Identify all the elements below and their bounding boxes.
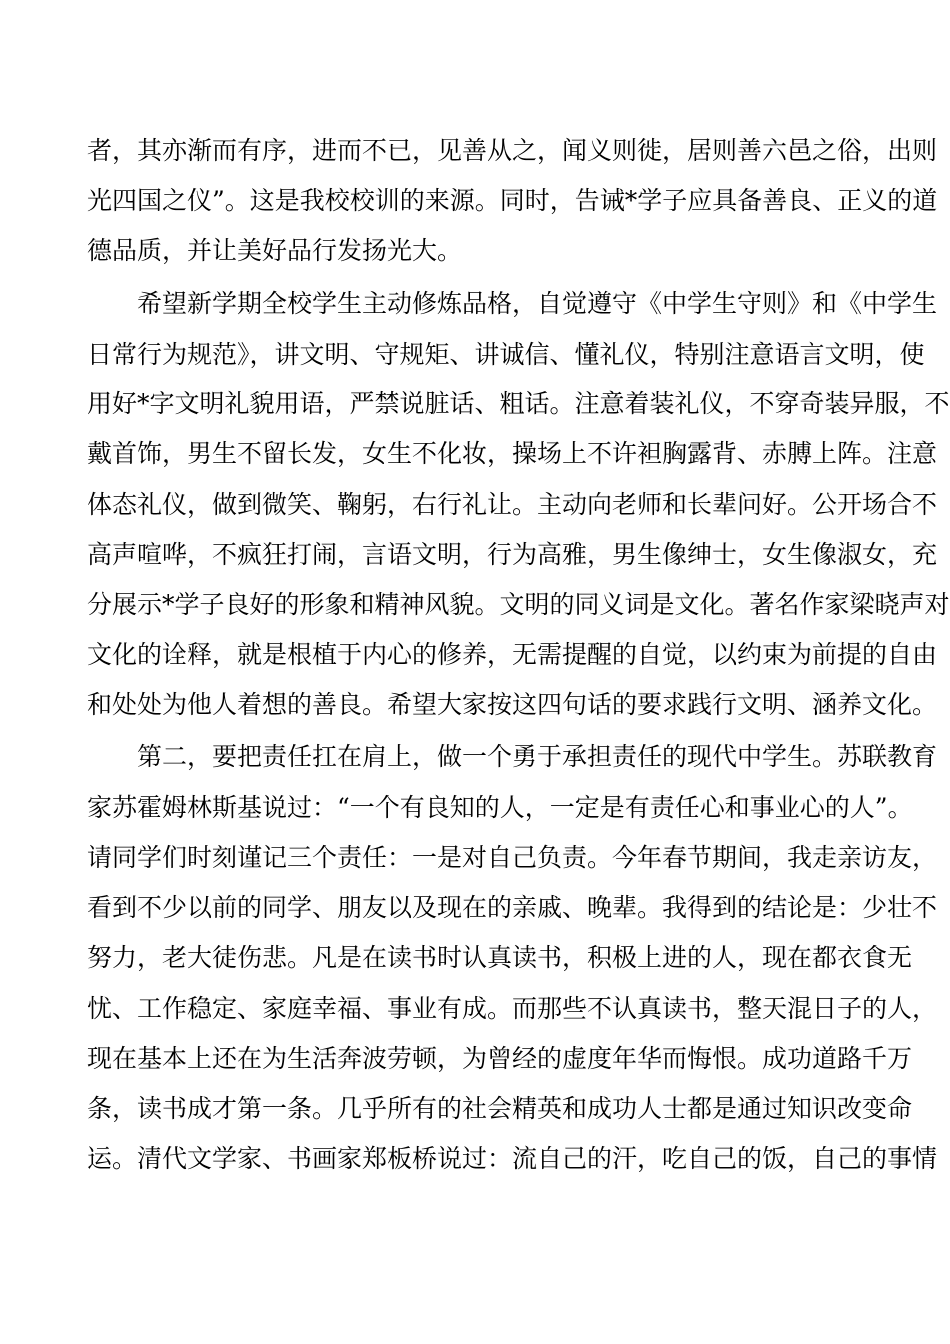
text-line: 忧、工作稳定、家庭幸福、事业有成。而那些不认真读书，整天混日子的人，: [87, 994, 938, 1023]
text-line: 家苏霍姆林斯基说过：“一个有良知的人，一定是有责任心和事业心的人”。: [87, 793, 913, 822]
text-line: 第二，要把责任扛在肩上，做一个勇于承担责任的现代中学生。苏联教育: [137, 742, 938, 771]
text-line: 希望新学期全校学生主动修炼品格，自觉遵守《中学生守则》和《中学生: [137, 289, 938, 318]
text-line: 用好*字文明礼貌用语，严禁说脏话、粗话。注意着装礼仪，不穿奇装异服，不: [87, 389, 950, 418]
text-line: 体态礼仪，做到微笑、鞠躬，右行礼让。主动向老师和长辈问好。公开场合不: [87, 490, 938, 519]
text-line: 文化的诠释，就是根植于内心的修养，无需提醒的自觉，以约束为前提的自由: [87, 640, 938, 669]
text-line: 德品质，并让美好品行发扬光大。: [87, 236, 463, 265]
text-line: 条，读书成才第一条。几乎所有的社会精英和成功人士都是通过知识改变命: [87, 1094, 913, 1123]
text-line: 请同学们时刻谨记三个责任：一是对自己负责。今年春节期间，我走亲访友，: [87, 843, 938, 872]
text-line: 分展示*学子良好的形象和精神风貌。文明的同义词是文化。著名作家梁晓声对: [87, 590, 950, 619]
text-line: 和处处为他人着想的善良。希望大家按这四句话的要求践行文明、涵养文化。: [87, 690, 938, 719]
text-line: 戴首饰，男生不留长发，女生不化妆，操场上不许袒胸露背、赤膊上阵。注意: [87, 439, 938, 468]
text-line: 现在基本上还在为生活奔波劳顿，为曾经的虚度年华而悔恨。成功道路千万: [87, 1044, 913, 1073]
text-line: 高声喧哗，不疯狂打闹，言语文明，行为高雅，男生像绅士，女生像淑女，充: [87, 540, 938, 569]
text-line: 看到不少以前的同学、朋友以及现在的亲戚、晚辈。我得到的结论是：少壮不: [87, 893, 938, 922]
text-line: 光四国之仪”。这是我校校训的来源。同时，告诫*学子应具备善良、正义的道: [87, 186, 938, 215]
text-line: 者，其亦渐而有序，进而不已，见善从之，闻义则徙，居则善六邑之俗，出则: [87, 136, 938, 165]
text-line: 日常行为规范》，讲文明、守规矩、讲诚信、懂礼仪，特别注意语言文明，使: [87, 340, 925, 369]
text-line: 努力，老大徒伤悲。凡是在读书时认真读书，积极上进的人，现在都衣食无: [87, 943, 913, 972]
text-line: 运。清代文学家、书画家郑板桥说过：流自己的汗，吃自己的饭，自己的事情: [87, 1144, 938, 1173]
